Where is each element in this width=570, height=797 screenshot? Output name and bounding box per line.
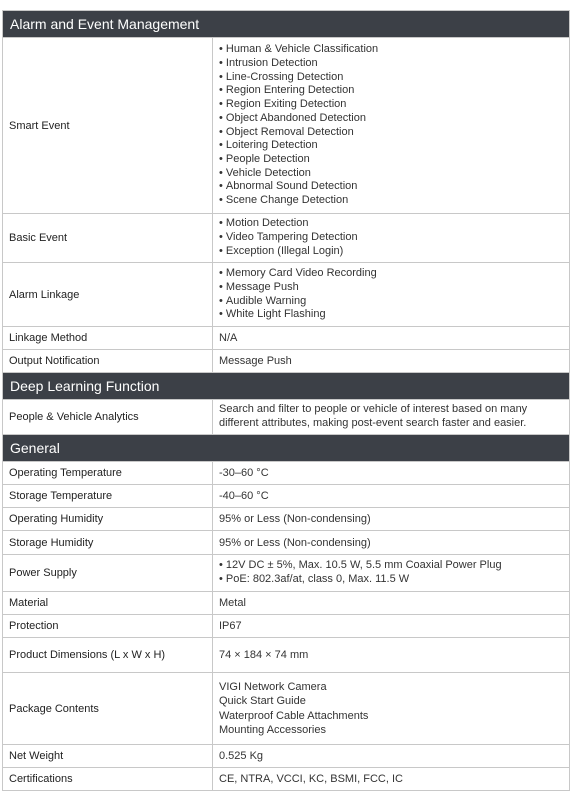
row-label: Output Notification	[3, 350, 213, 372]
spec-table	[2, 10, 570, 791]
row-output-notification	[3, 350, 569, 373]
row-label: Product Dimensions (L x W x H)	[3, 638, 213, 672]
section-header-deep-learning: Deep Learning Function	[3, 373, 569, 400]
row-label: Protection	[3, 615, 213, 637]
row-net-weight	[3, 745, 569, 768]
list-item: • Human & Vehicle Classification	[219, 43, 569, 57]
row-label: Package Contents	[3, 673, 213, 744]
text-line: different attributes, making post-event search faster and easier.	[219, 417, 527, 429]
text-line: VIGI Network Camera	[219, 680, 327, 693]
list-item: • Object Removal Detection	[219, 126, 569, 140]
list-item: • Message Push	[219, 281, 569, 295]
row-value	[213, 673, 569, 744]
row-label: Power Supply	[3, 555, 213, 591]
row-value: Message Push	[219, 355, 292, 367]
list-item: • Line-Crossing Detection	[219, 71, 569, 85]
row-label: Storage Humidity	[3, 531, 213, 554]
row-value: IP67	[219, 620, 242, 632]
row-certifications	[3, 768, 569, 791]
row-value: -40–60 °C	[219, 490, 269, 502]
row-label: People & Vehicle Analytics	[3, 400, 213, 434]
row-label: Linkage Method	[3, 327, 213, 349]
row-analytics	[3, 400, 569, 435]
list-item: • Intrusion Detection	[219, 57, 569, 71]
row-label: Certifications	[3, 768, 213, 790]
row-label: Net Weight	[3, 745, 213, 767]
row-power-supply	[3, 555, 569, 592]
list-item: • Vehicle Detection	[219, 167, 569, 181]
row-operating-temperature	[3, 462, 569, 485]
row-label: Operating Temperature	[3, 462, 213, 484]
row-value	[213, 400, 569, 434]
row-smart-event	[3, 38, 569, 214]
row-value: 0.525 Kg	[219, 750, 264, 762]
section-header-alarm: Alarm and Event Management	[3, 11, 569, 38]
row-value: 95% or Less (Non-condensing)	[219, 513, 371, 525]
row-label: Basic Event	[3, 214, 213, 262]
row-value: 95% or Less (Non-condensing)	[219, 536, 371, 549]
list-item: • Video Tampering Detection	[219, 231, 569, 245]
row-value	[213, 214, 569, 262]
list-item: • People Detection	[219, 153, 569, 167]
list-item: • Abnormal Sound Detection	[219, 180, 569, 194]
list-item: • Loitering Detection	[219, 139, 569, 153]
list-item: • 12V DC ± 5%, Max. 10.5 W, 5.5 mm Coaxial Power Plug	[219, 559, 569, 573]
section-header-general: General	[3, 435, 569, 462]
row-value: Metal	[219, 597, 246, 609]
row-linkage-method	[3, 327, 569, 350]
row-storage-humidity	[3, 531, 569, 555]
list-item: • Motion Detection	[219, 217, 569, 231]
row-basic-event	[3, 214, 569, 263]
text-line: Waterproof Cable Attachments	[219, 709, 369, 722]
list-item: • Exception (Illegal Login)	[219, 245, 569, 259]
list-item: • Audible Warning	[219, 295, 569, 309]
row-value	[213, 263, 569, 326]
text-line: Search and filter to people or vehicle of interest based on many	[219, 403, 528, 416]
list-item: • Region Entering Detection	[219, 84, 569, 98]
text-line: Quick Start Guide	[219, 695, 306, 707]
row-operating-humidity	[3, 508, 569, 531]
row-storage-temperature	[3, 485, 569, 508]
row-value	[213, 555, 569, 591]
row-label: Operating Humidity	[3, 508, 213, 530]
text-line: Mounting Accessories	[219, 724, 326, 736]
list-item: • PoE: 802.3af/at, class 0, Max. 11.5 W	[219, 573, 569, 587]
row-label: Smart Event	[3, 38, 213, 213]
row-value: 74 × 184 × 74 mm	[219, 649, 309, 661]
row-material	[3, 592, 569, 615]
list-item: • Region Exiting Detection	[219, 98, 569, 112]
row-protection	[3, 615, 569, 638]
row-alarm-linkage	[3, 263, 569, 327]
row-value: CE, NTRA, VCCI, KC, BSMI, FCC, IC	[219, 773, 403, 785]
row-label: Material	[3, 592, 213, 614]
list-item: • Memory Card Video Recording	[219, 267, 569, 281]
list-item: • White Light Flashing	[219, 308, 569, 322]
row-label: Alarm Linkage	[3, 263, 213, 326]
list-item: • Scene Change Detection	[219, 194, 569, 208]
row-package-contents	[3, 673, 569, 745]
list-item: • Object Abandoned Detection	[219, 112, 569, 126]
row-label: Storage Temperature	[3, 485, 213, 507]
row-product-dimensions	[3, 638, 569, 673]
row-value: N/A	[219, 332, 238, 344]
row-value	[213, 38, 569, 213]
row-value: -30–60 °C	[219, 467, 269, 479]
